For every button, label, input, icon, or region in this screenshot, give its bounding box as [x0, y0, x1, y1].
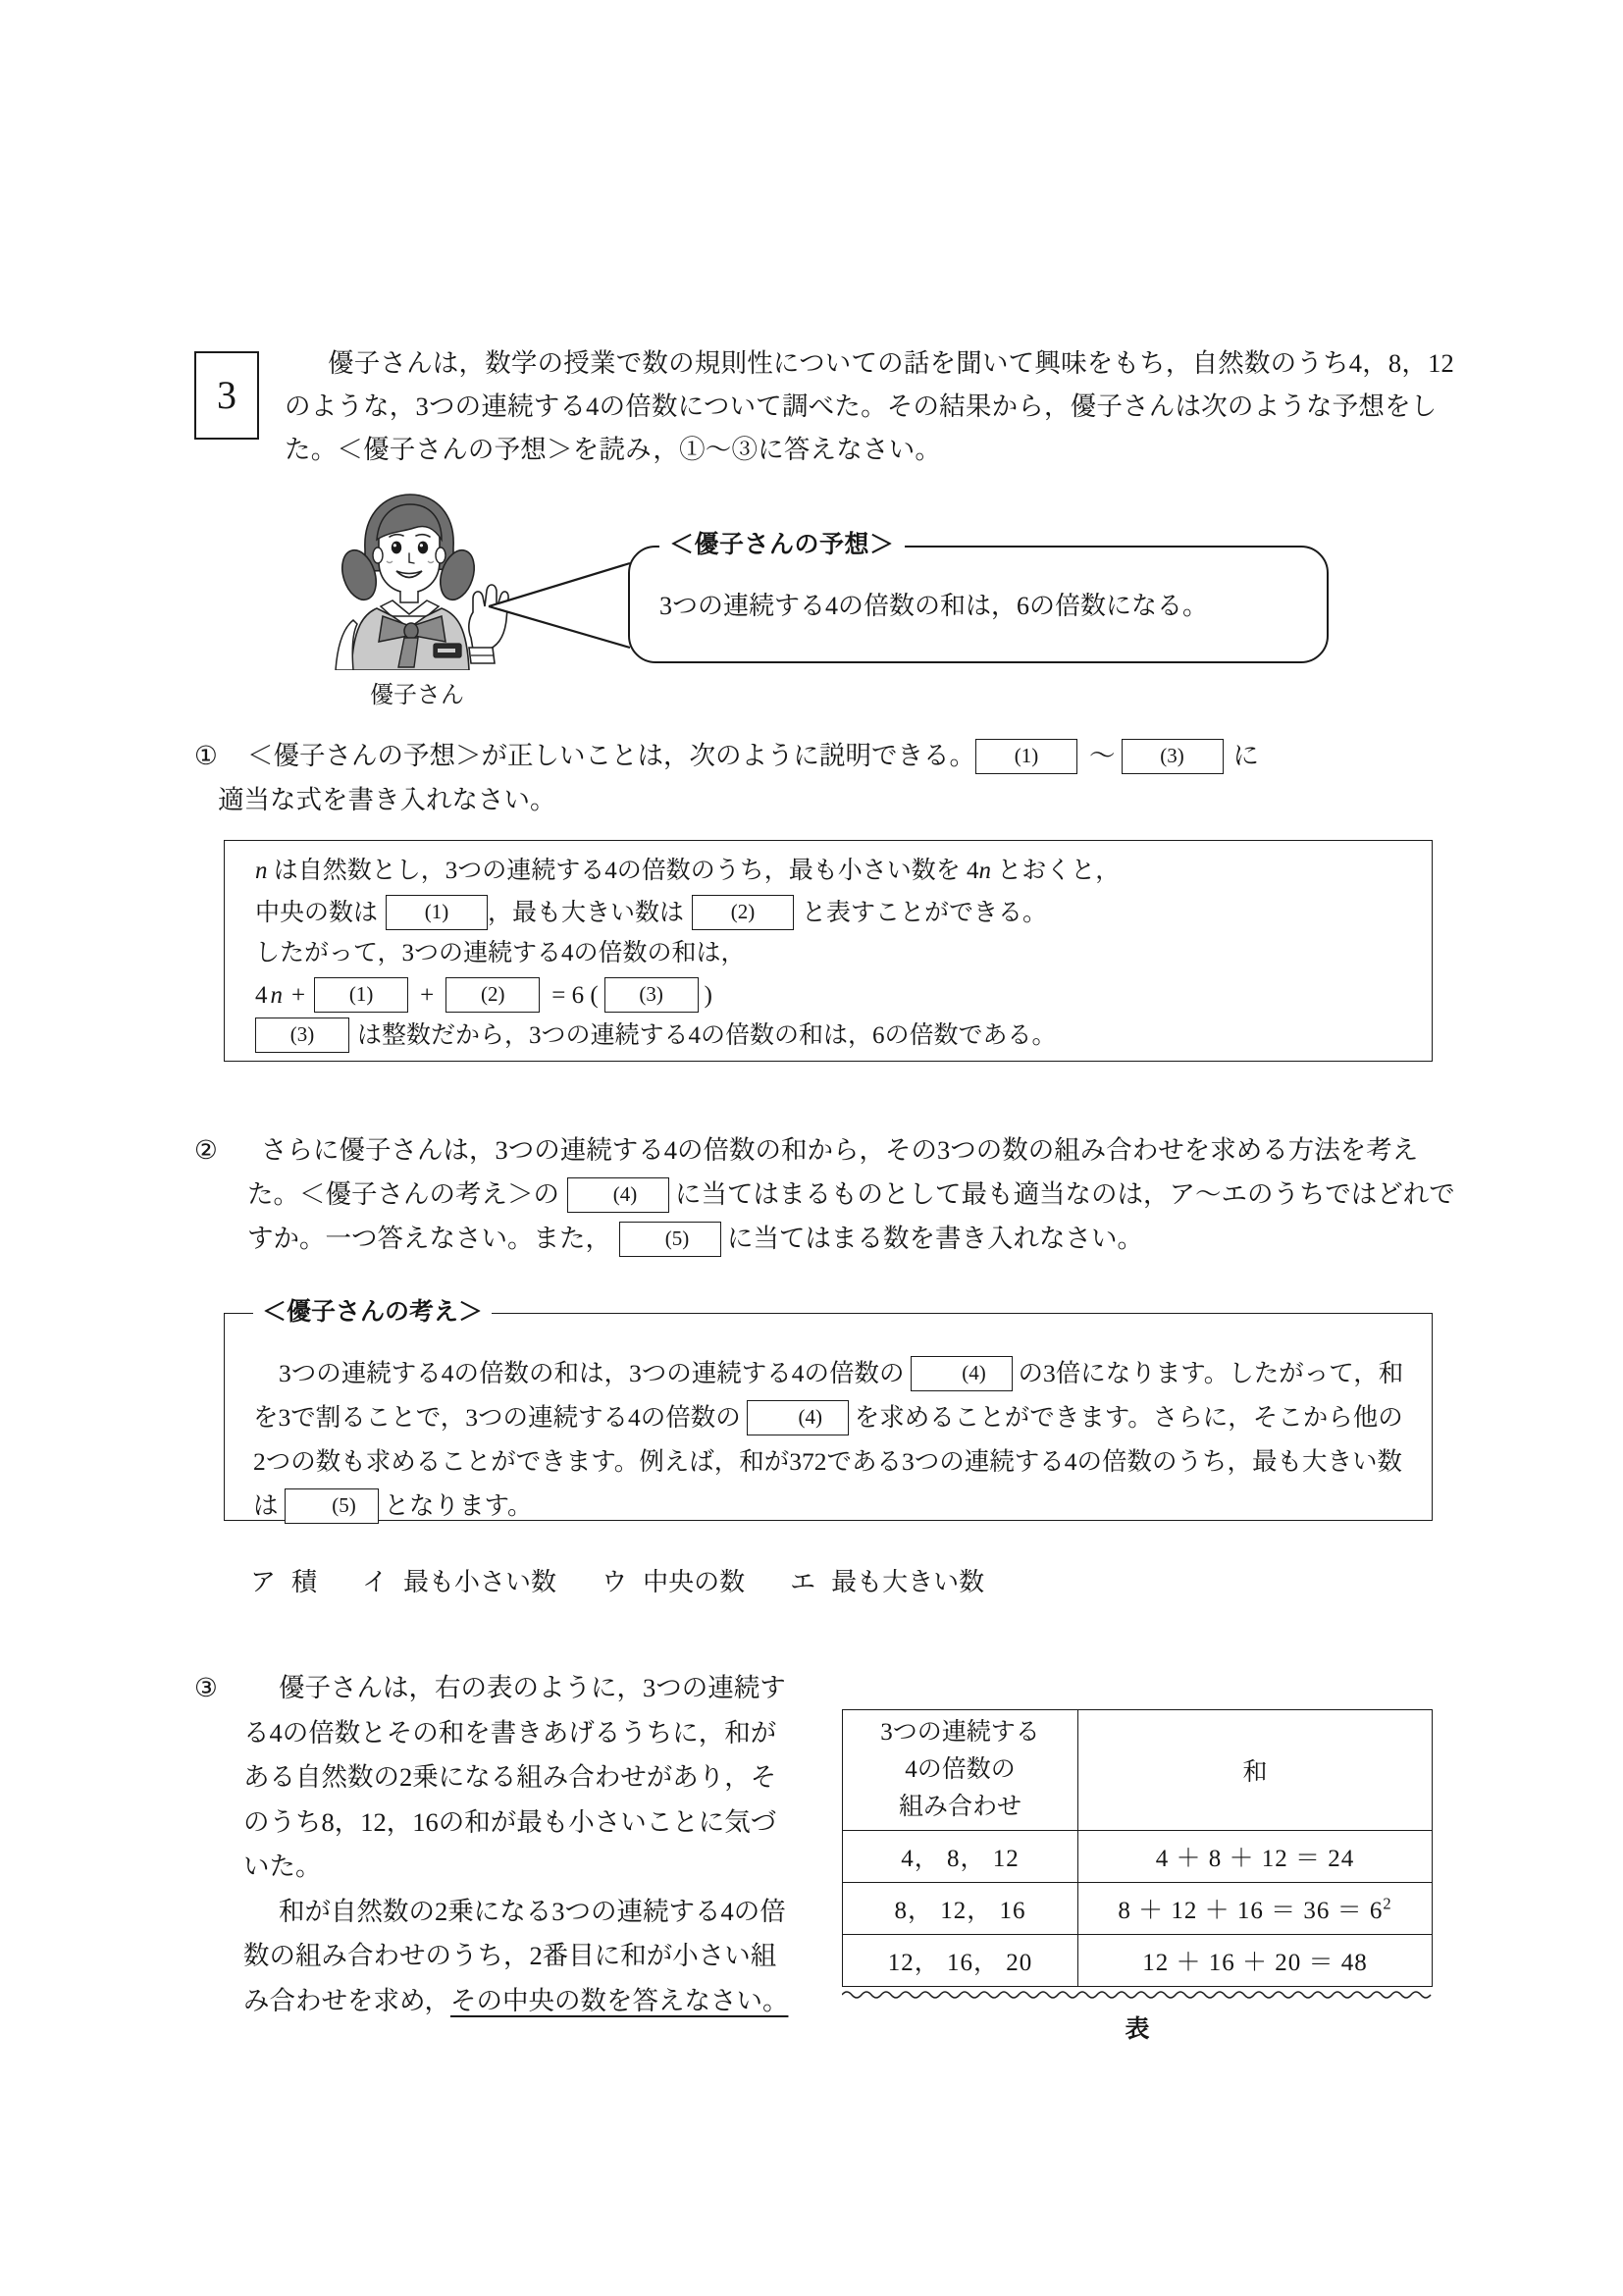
student-illustration: [324, 489, 510, 670]
problem-number-box: [194, 351, 259, 440]
question1-tilde: ～: [1089, 741, 1116, 770]
table-cell-sum-text: 8 ＋ 12 ＋ 16 ＝ 36 ＝ 6: [1118, 1898, 1384, 1924]
table-cell-sum-text: 12 ＋ 16 ＋ 20 ＝ 48: [1142, 1950, 1368, 1976]
table-header-combo-line-3: 組み合わせ: [898, 1794, 1021, 1820]
proof-line2-text-b: ，最も大きい数は: [488, 900, 685, 926]
choice-row: [250, 1566, 984, 1599]
proof-var-n-3: n: [270, 982, 283, 1009]
question3-marker: ③: [194, 1673, 218, 1702]
choice-a-label: 積: [291, 1568, 318, 1596]
table-continuation-wave: [842, 1988, 1435, 2002]
proof-line1-text-b: は自然数とし，3つの連続する4の倍数のうち，最も小さい数を 4: [267, 858, 979, 884]
table-header-combination: [843, 1710, 1078, 1831]
problem-number-label: 3: [217, 373, 236, 417]
table-cell-sum: [1077, 1935, 1432, 1987]
table-cell-sum-text: 4 ＋ 8 ＋ 12 ＝ 24: [1155, 1846, 1355, 1872]
question3-text: [243, 1666, 793, 2023]
proof-blank-2b[interactable]: (2): [445, 977, 540, 1013]
choice-a-key: ア: [250, 1568, 277, 1596]
proof-line2-text-c: と表すことができる。: [802, 900, 1048, 926]
proof-line4-close: ): [704, 982, 712, 1009]
character-caption: 優子さん: [370, 683, 464, 708]
idea-box-text: [253, 1351, 1411, 1528]
question2-text-a: さらに優子さんは，3つの連続する4の倍数の和から，その3つの数の組み合わせを求める方法を考えた。＜優子さんの考え＞の: [247, 1135, 1419, 1209]
question2-text-c: に当てはまる数を書き入れなさい。: [727, 1224, 1143, 1253]
proof-blank-1a[interactable]: (1): [386, 895, 488, 930]
choice-i[interactable]: [362, 1566, 556, 1599]
choice-u[interactable]: [602, 1566, 745, 1599]
question3-paragraph-1: 優子さんは，右の表のように，3つの連続する4の倍数とその和を書きあげるうちに，和がある自然数の2乗になる組み合わせがあり，そのうち8，12，16の和が最も小さいことに気づいた。: [243, 1673, 786, 1881]
proof-blank-3b[interactable]: (3): [255, 1018, 349, 1053]
table-header-sum: 和: [1077, 1710, 1432, 1831]
table-header-row: [843, 1710, 1433, 1831]
proof-line-2: [255, 895, 1047, 930]
question2-text-b: に当てはまるものとして最も適当なのは，ア～エのうちではどれですか。一つ答えなさい。また，: [247, 1179, 1455, 1253]
idea-text-a: 3つの連続する4の倍数の和は，3つの連続する4の倍数の: [279, 1359, 905, 1387]
proof-line-5: [255, 1018, 1057, 1053]
question2-marker: ②: [194, 1135, 218, 1165]
choice-e-key: エ: [790, 1568, 816, 1596]
question3-paragraph-2: [243, 1890, 793, 2024]
proof-line4-equals: = 6 (: [551, 982, 599, 1009]
idea-box-label: ＜優子さんの考え＞: [253, 1300, 492, 1326]
prediction-bubble-text: 3つの連続する4の倍数の和は，6の倍数になる。: [659, 592, 1209, 620]
proof-blank-1b[interactable]: (1): [314, 977, 408, 1013]
choice-a[interactable]: [250, 1566, 317, 1599]
proof-line4-four: 4: [255, 982, 268, 1009]
table-header-combo-line-2: 4の倍数の: [905, 1756, 1016, 1783]
prediction-bubble-label: ＜優子さんの予想＞: [659, 533, 905, 558]
proof-line-1: [255, 855, 1120, 888]
problem-intro-text: 優子さんは，数学の授業で数の規則性についての話を聞いて興味をもち，自然数のうち4，8，12のような，3つの連続する4の倍数について調べた。その結果から，優子さんは次のような予想をした。＜優子さんの予想＞を読み，①～③に答えなさい。: [285, 348, 1454, 464]
table-row: [843, 1883, 1433, 1935]
question1-line2: 適当な式を書き入れなさい。: [218, 785, 556, 814]
question3-paragraph-2-text: 和が自然数の2乗になる3つの連続する4の倍数の組み合わせのうち，2番目に和が小さい組み合わせを求め，: [243, 1896, 786, 2015]
idea-text-d: となります。: [384, 1491, 533, 1520]
question1-marker: ①: [194, 741, 218, 770]
proof-line-3: したがって，3つの連続する4の倍数の和は，: [255, 940, 746, 966]
table-caption: 表: [1125, 2016, 1150, 2043]
table-header-combo-line-1: 3つの連続する: [880, 1719, 1040, 1746]
table-cell-sum-exponent: 2: [1383, 1894, 1392, 1913]
idea-blank-4a[interactable]: (4): [911, 1356, 1013, 1391]
table-cell-combination: 8， 12， 16: [843, 1883, 1078, 1935]
proof-var-n-1: n: [255, 858, 268, 884]
choice-i-label: 最も小さい数: [403, 1568, 557, 1596]
multiples-sum-table: [842, 1709, 1433, 1987]
table-cell-sum: [1077, 1831, 1432, 1883]
choice-i-key: イ: [362, 1568, 389, 1596]
table-row: [843, 1935, 1433, 1987]
proof-blank-3a[interactable]: (3): [604, 977, 699, 1013]
choice-u-label: 中央の数: [643, 1568, 746, 1596]
question3-underlined-phrase: その中央の数を答えなさい。: [449, 1985, 789, 2015]
idea-text-b: の3倍になります。したがって，和を3で割ることで，3つの連続する4の倍数の: [253, 1359, 1404, 1432]
choice-e-label: 最も大きい数: [831, 1568, 985, 1596]
proof-line4-plus1: +: [291, 982, 306, 1009]
question2-blank-4[interactable]: (4): [567, 1177, 669, 1213]
question1-blank-last[interactable]: (3): [1122, 739, 1224, 774]
question1-blank-first[interactable]: (1): [975, 739, 1077, 774]
proof-var-n-2: n: [978, 858, 992, 884]
idea-blank-4b[interactable]: (4): [747, 1400, 849, 1435]
question2-text: [247, 1128, 1456, 1261]
idea-text-c: を求めることができます。さらに，そこから他の2つの数も求めることができます。例えば，和が372である3つの連続する4の倍数のうち，最も大きい数は: [253, 1403, 1403, 1520]
question1-text-b: に: [1232, 741, 1259, 770]
proof-line1-text-d: とおくと，: [991, 858, 1121, 884]
proof-line4-plus2: +: [420, 982, 435, 1009]
question1-line1: [247, 734, 1454, 778]
choice-e[interactable]: [790, 1566, 984, 1599]
proof-line-4: [255, 977, 712, 1013]
table-cell-sum: [1077, 1883, 1432, 1935]
proof-blank-2a[interactable]: (2): [692, 895, 794, 930]
table-cell-combination: 4， 8， 12: [843, 1831, 1078, 1883]
question1-text-a: ＜優子さんの予想＞が正しいことは，次のように説明できる。: [247, 741, 975, 770]
table-cell-combination: 12， 16， 20: [843, 1935, 1078, 1987]
table-row: [843, 1831, 1433, 1883]
proof-line2-text-a: 中央の数は: [255, 900, 379, 926]
proof-line5-text: は整数だから，3つの連続する4の倍数の和は，6の倍数である。: [357, 1022, 1057, 1049]
choice-u-key: ウ: [602, 1568, 628, 1596]
idea-blank-5[interactable]: (5): [285, 1488, 379, 1524]
question2-blank-5[interactable]: (5): [619, 1222, 721, 1257]
